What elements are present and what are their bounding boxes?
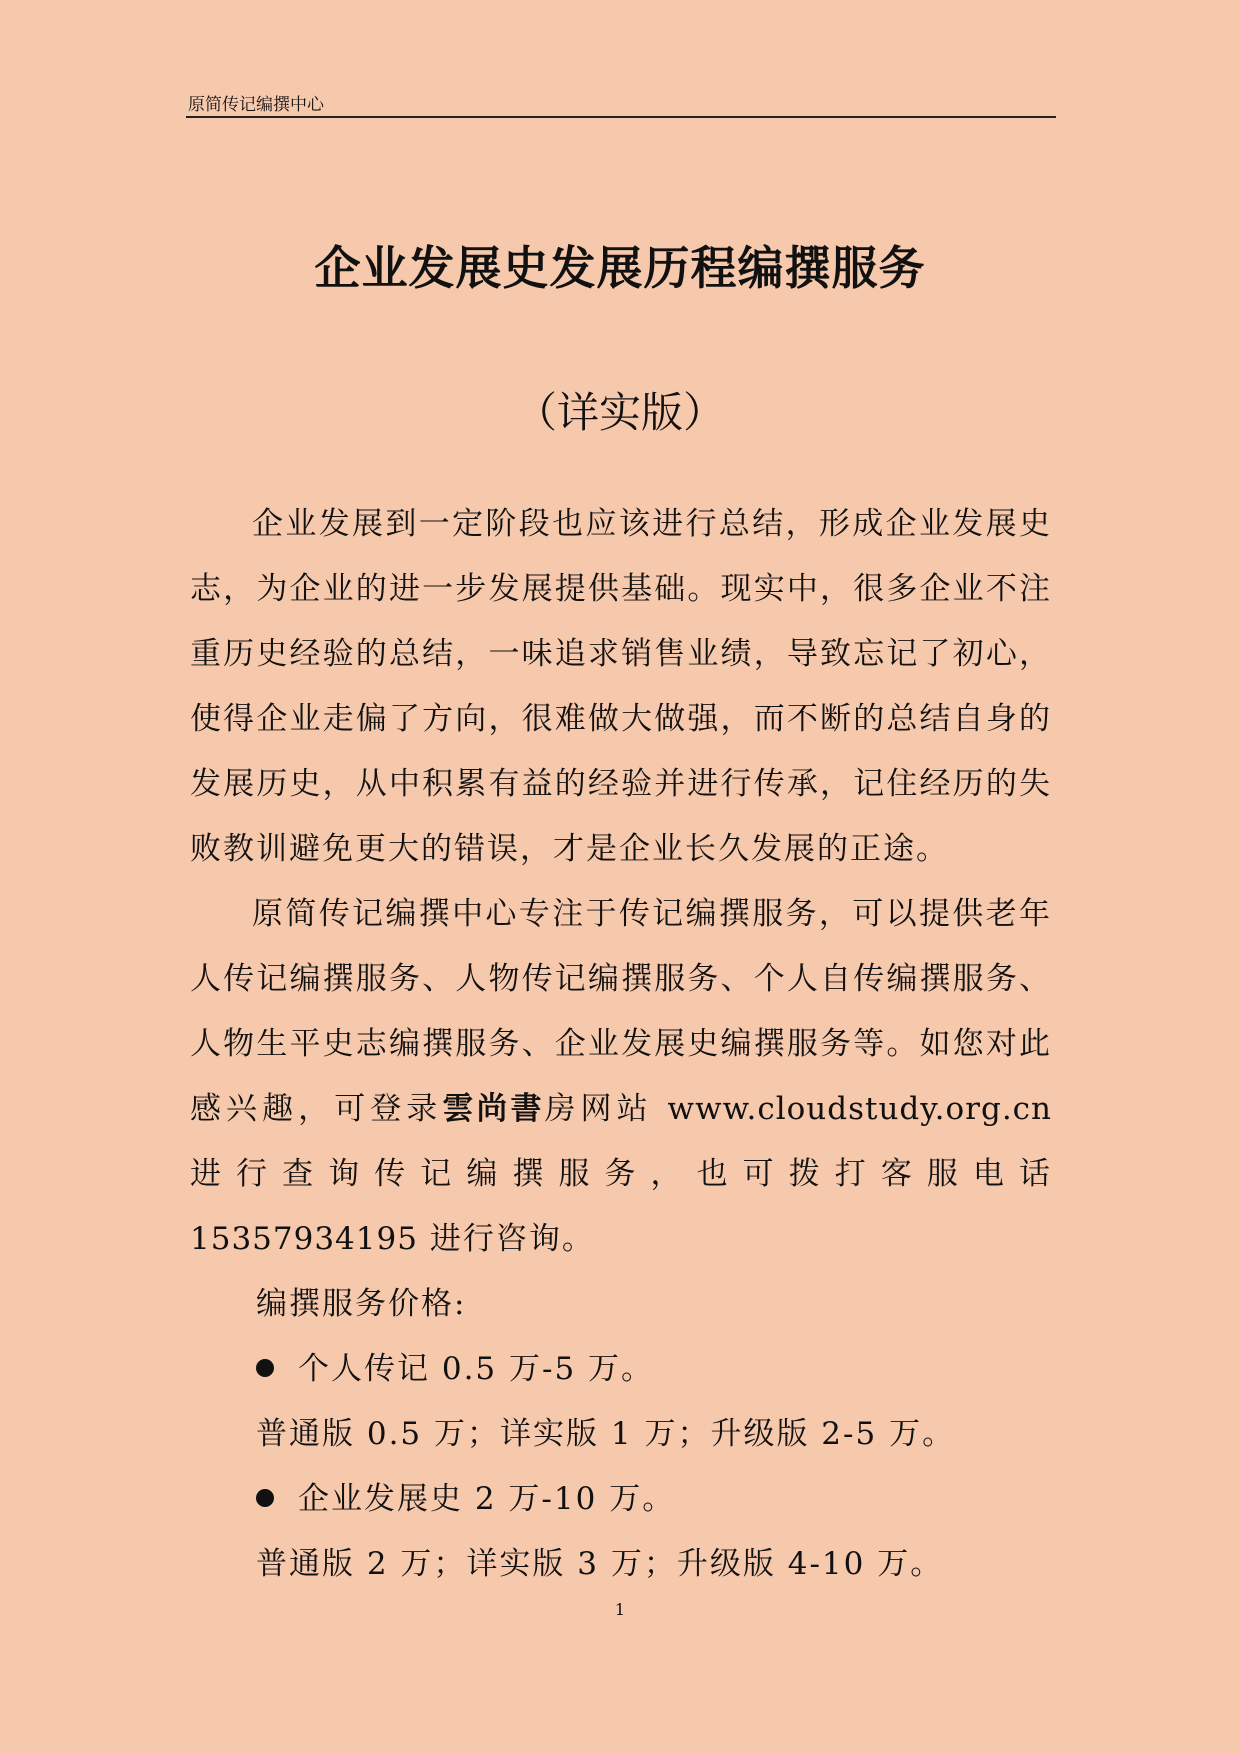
- paragraph-intro: 企业发展到一定阶段也应该进行总结，形成企业发展史志，为企业的进一步发展提供基础。现实中，很多企业不注重历史经验的总结，一味追求销售业绩，导致忘记了初心，使得企业走偏了方向，很难做大做强，而不断的总结自身的发展历史，从中积累有益的经验并进行传承，记住经历的失败教训避免更大的错误，才是企业长久发展的正途。: [190, 506, 1052, 867]
- page-number: 1: [614, 1600, 626, 1619]
- bullet-icon: [256, 1489, 274, 1507]
- pricing-detail-personal: 普通版 0.5 万；详实版 1 万；升级版 2-5 万。: [256, 1416, 956, 1452]
- pricing-detail-enterprise: 普通版 2 万；详实版 3 万；升级版 4-10 万。: [256, 1546, 944, 1582]
- pricing-item-label: 个人传记 0.5 万-5 万。: [298, 1351, 655, 1387]
- phone-number: 15357934195: [190, 1221, 418, 1257]
- pricing-item-label: 企业发展史 2 万-10 万。: [298, 1481, 676, 1517]
- bullet-icon: [256, 1359, 274, 1377]
- website-link[interactable]: www.cloudstudy.org.cn: [667, 1091, 1053, 1127]
- paragraph-service: [190, 882, 1052, 1272]
- document-subtitle: （详实版）: [514, 388, 725, 437]
- pricing-heading: 编撰服务价格:: [256, 1286, 467, 1322]
- header-text: 原简传记编撰中心: [188, 95, 324, 115]
- brand-name: 雲尚書: [442, 1091, 545, 1127]
- service-text-4: 进行咨询。: [417, 1221, 595, 1257]
- pricing-section: [256, 1272, 1056, 1597]
- service-text-1: 原简传记编撰中心专注于传记编撰服务，可以提供老年人传记编撰服务、人物传记编撰服务、个人自传编撰服务、人物生平史志编撰服务、企业发展史编撰服务等。如您对此感兴趣，可登录: [190, 896, 1052, 1127]
- pricing-item-personal: [256, 1337, 1056, 1402]
- document-body: [190, 492, 1052, 1272]
- page-header: [186, 86, 1056, 118]
- document-title: 企业发展史发展历程编撰服务: [314, 241, 926, 295]
- service-text-3: 进行查询传记编撰服务，也可拨打客服电话: [190, 1156, 1052, 1192]
- service-text-2: 房网站: [544, 1091, 668, 1127]
- pricing-item-enterprise: [256, 1467, 1056, 1532]
